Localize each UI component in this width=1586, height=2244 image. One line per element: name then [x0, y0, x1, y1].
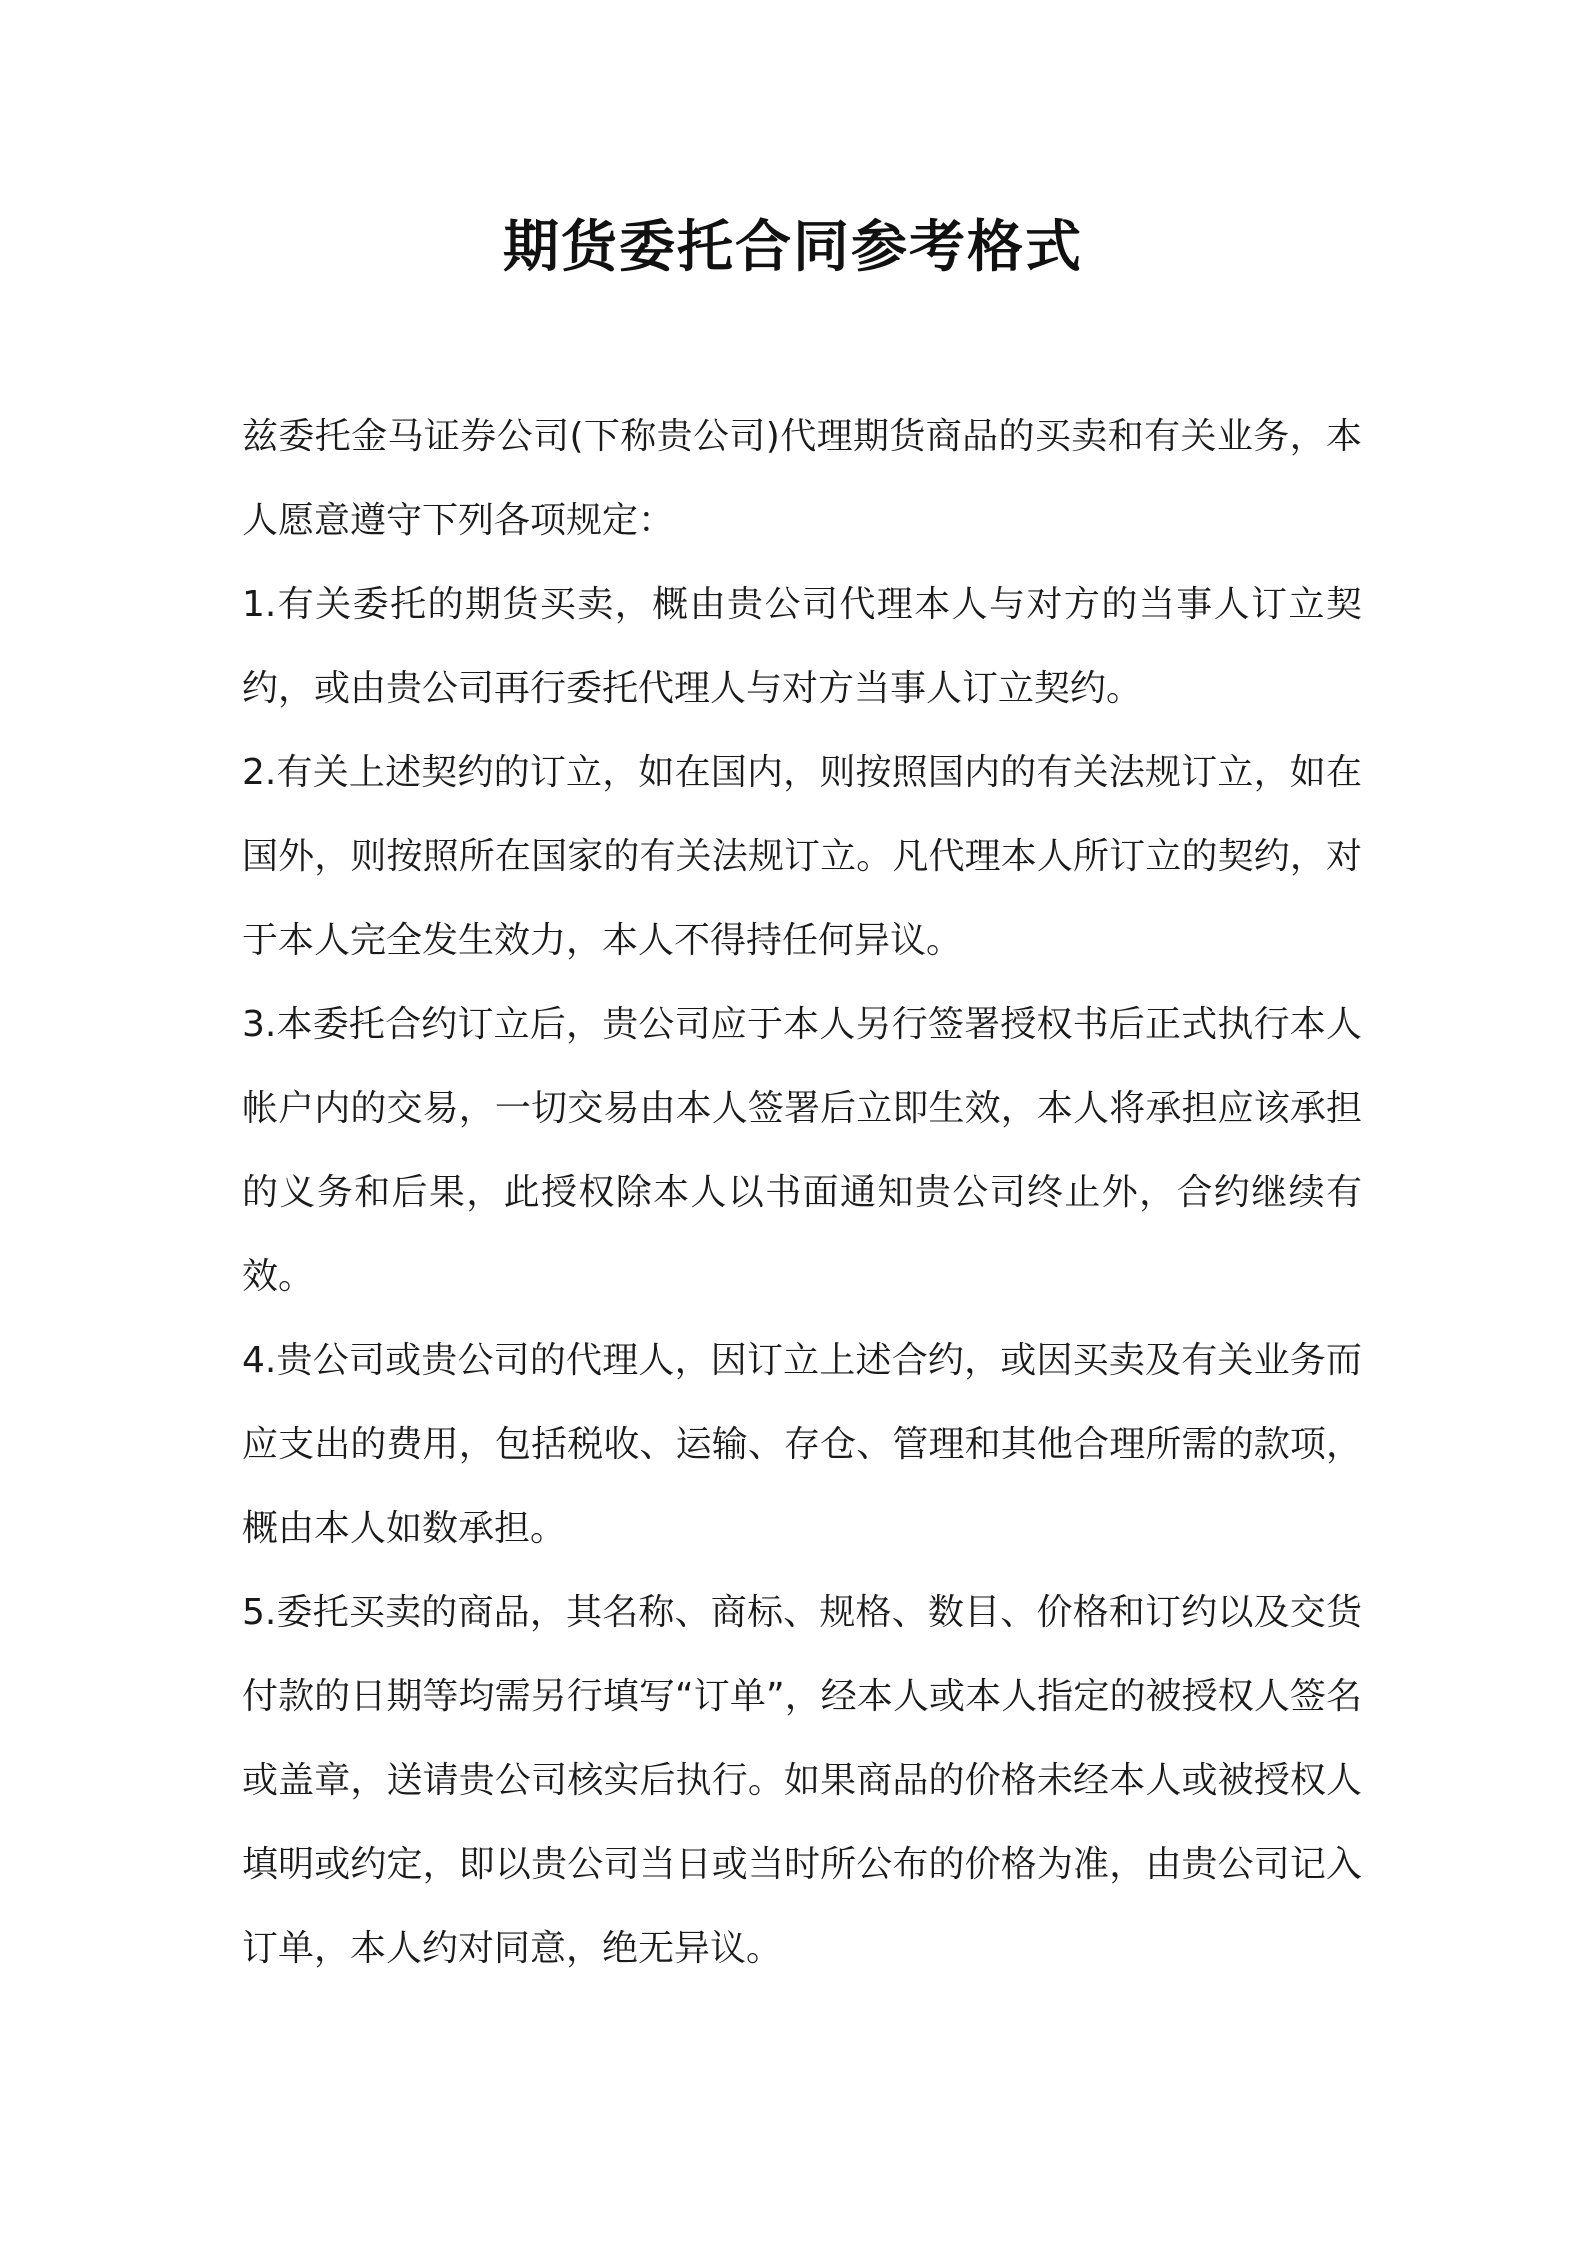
paragraph-clause-2: 2.有关上述契约的订立，如在国内，则按照国内的有关法规订立，如在国外，则按照所在国家的有关法规订立。凡代理本人所订立的契约，对于本人完全发生效力，本人不得持任何异议。 [242, 752, 1362, 961]
document-title: 期货委托合同参考格式 [503, 215, 1083, 280]
paragraph-clause-4: 4.贵公司或贵公司的代理人，因订立上述合约，或因买卖及有关业务而应支出的费用，包括税收、运输、存仓、管理和其他合理所需的款项，概由本人如数承担。 [242, 1340, 1362, 1549]
paragraph-intro: 兹委托金马证券公司(下称贵公司)代理期货商品的买卖和有关业务，本人愿意遵守下列各项规定： [242, 416, 1362, 541]
paragraph-clause-1: 1.有关委托的期货买卖，概由贵公司代理本人与对方的当事人订立契约，或由贵公司再行委托代理人与对方当事人订立契约。 [242, 584, 1362, 709]
document-body [242, 395, 1362, 1991]
paragraph-clause-3: 3.本委托合约订立后，贵公司应于本人另行签署授权书后正式执行本人帐户内的交易，一切交易由本人签署后立即生效，本人将承担应该承担的义务和后果，此授权除本人以书面通知贵公司终止外，合约继续有效。 [242, 1004, 1362, 1297]
paragraph-clause-5: 5.委托买卖的商品，其名称、商标、规格、数目、价格和订约以及交货付款的日期等均需另行填写“订单”，经本人或本人指定的被授权人签名或盖章，送请贵公司核实后执行。如果商品的价格未经本人或被授权人填明或约定，即以贵公司当日或当时所公布的价格为准，由贵公司记入订单，本人约对同意，绝无异议。 [242, 1592, 1362, 1969]
